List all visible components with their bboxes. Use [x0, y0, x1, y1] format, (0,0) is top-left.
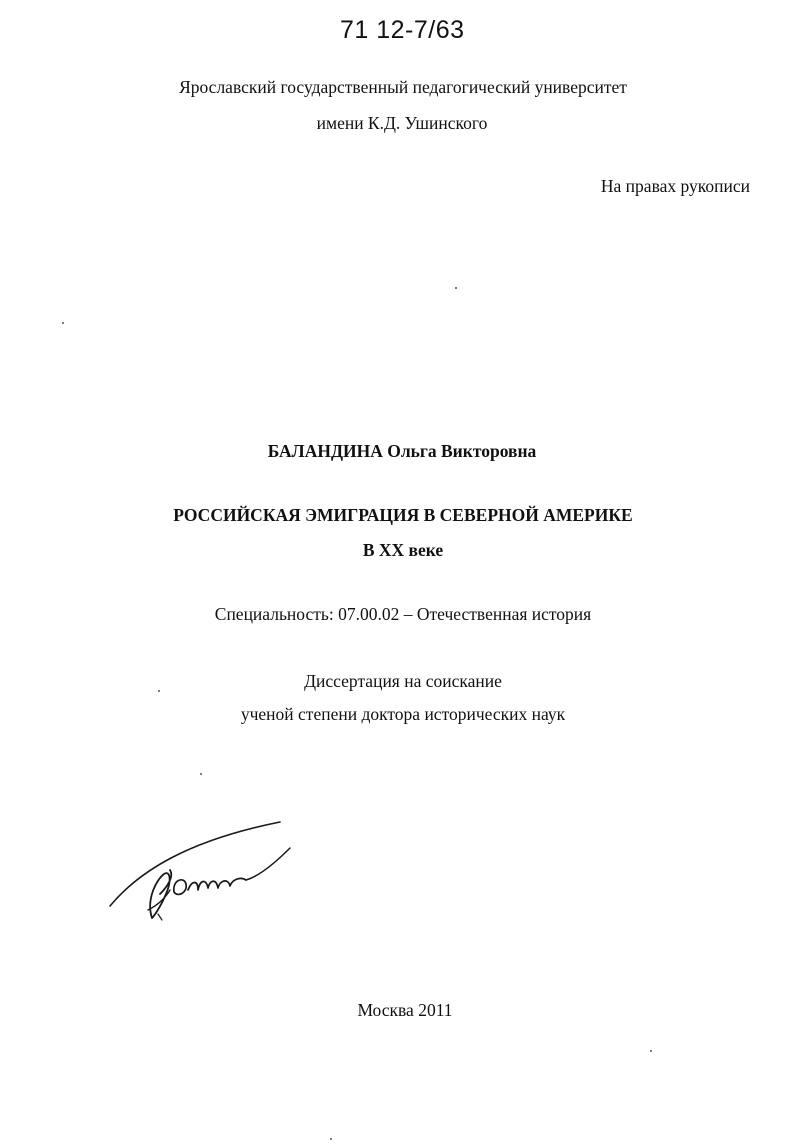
handwritten-signature	[100, 810, 300, 930]
scan-speck	[650, 1050, 652, 1052]
dissertation-title: РОССИЙСКАЯ ЭМИГРАЦИЯ В СЕВЕРНОЙ АМЕРИКЕ	[173, 505, 633, 525]
scan-speck	[158, 690, 160, 692]
scan-speck	[455, 287, 457, 289]
manuscript-rights-note: На правах рукописи	[600, 176, 750, 196]
university-namesake: имени К.Д. Ушинского	[316, 113, 488, 133]
university-name: Ярославский государственный педагогический университет	[179, 77, 627, 97]
specialty-line: Специальность: 07.00.02 – Отечественная история	[214, 604, 592, 624]
scan-speck	[200, 773, 202, 775]
scan-speck	[330, 1138, 332, 1140]
archive-code: 71 12-7/63	[340, 16, 465, 44]
city-and-year: Москва 2011	[357, 1000, 453, 1020]
author-name: БАЛАНДИНА Ольга Викторовна	[267, 441, 537, 461]
degree-statement-line2: ученой степени доктора исторических наук	[240, 704, 566, 724]
dissertation-title-period: В XX веке	[362, 540, 444, 560]
degree-statement-line1: Диссертация на соискание	[304, 671, 502, 691]
scan-speck	[62, 322, 64, 324]
